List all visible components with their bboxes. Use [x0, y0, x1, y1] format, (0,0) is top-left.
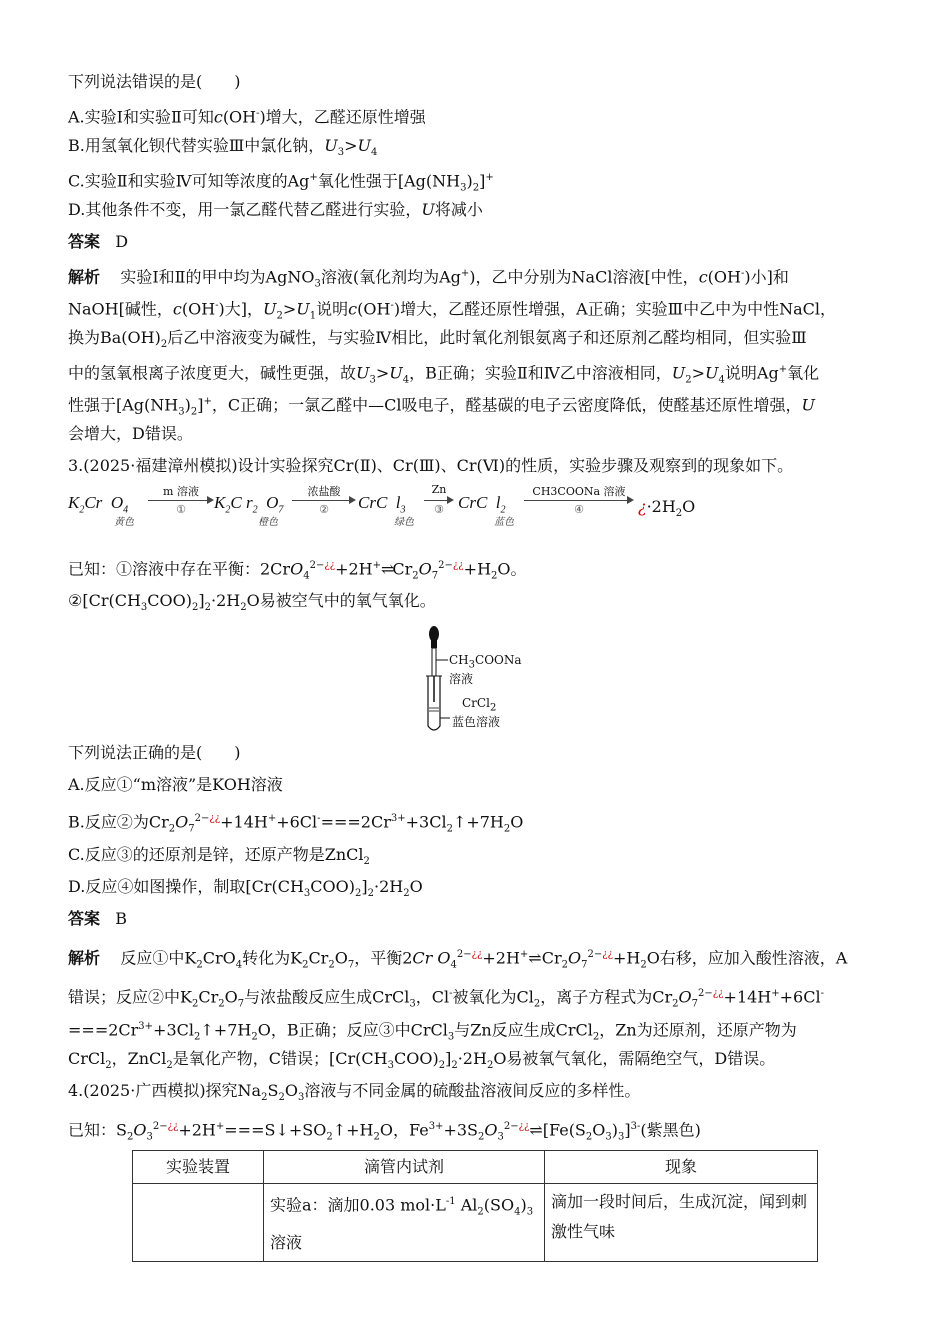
species-k2cr2o7: $K_2C$ $r_2$ $O_7$ [214, 493, 284, 516]
q2-stem-text: 下列说法错误的是( ) [68, 72, 241, 91]
q2-explanation-line: NaOH[碱性，c(OH-)大]，$U_2>U_1$说明c(OH-)增大，乙醛还原性增强，A正确；实验Ⅲ中乙中为中性NaCl， [68, 299, 836, 322]
answer-label: 答案 [68, 232, 101, 251]
q4-title: 4.(2025·广西模拟)探究$Na_2S_2O_3$溶液与不同金属的硫酸盐溶液间反应的多样性。 [68, 1081, 641, 1104]
q2-stem [68, 71, 241, 93]
arrow-3-number: ③ [434, 503, 444, 516]
q3-explanation-line: 错误；反应②中$K_2Cr_2O_7$与浓盐酸反应生成CrCl$_3$，Cl-被氧化为$Cl_2$，离子方程式为$Cr_2O_7^{2-¿¿}+14H^++6Cl^-$ [68, 987, 824, 1010]
table-header: 现象 [545, 1151, 818, 1184]
q3-option-c: C.反应③的还原剂是锌，还原产物是ZnCl$_2$ [68, 845, 370, 868]
table-row [133, 1184, 818, 1262]
arrow-4-number: ④ [574, 503, 584, 516]
q3-option-a-text: A.反应①“m溶液”是KOH溶液 [68, 775, 283, 794]
color-orange: 橙色 [258, 517, 278, 528]
answer-value: B [115, 909, 128, 928]
arrow-4-reagent: CH3COONa 溶液 [532, 485, 626, 498]
q2-option-c: C.实验Ⅱ和实验Ⅳ可知等浓度的Ag+氧化性强于$[Ag(NH_3)_2]^+$ [68, 171, 494, 194]
q2-explanation-line: 解析 实验Ⅰ和Ⅱ的甲中均为AgNO$_3$溶液(氧化剂均为Ag+)，乙中分别为NaCl溶液[中性，c(OH-)小]和 [68, 267, 789, 290]
species-crcl2: CrC $l_2$ [458, 493, 506, 516]
product-tail: ¿$\cdot 2H_2O$ [638, 497, 696, 520]
q3-explanation-line: CrCl$_2$，ZnCl$_2$是氧化产物，C错误；$[Cr(CH_3COO)_2]_2\cdot 2H_2O$易被氧气氧化，需隔绝空气，D错误。 [68, 1049, 776, 1072]
table-header-row [133, 1151, 818, 1184]
color-green: 绿色 [394, 517, 414, 528]
answer-label: 答案 [68, 909, 101, 928]
experiment-table [132, 1150, 818, 1262]
q2-option-a: A.实验Ⅰ和实验Ⅱ可知c(OH-)增大，乙醛还原性增强 [68, 107, 426, 127]
q2-answer [68, 231, 128, 253]
arrow-2-reagent: 浓盐酸 [307, 485, 341, 498]
q3-explanation-line: 解析 反应①中$K_2CrO_4$转化为$K_2Cr_2O_7$，平衡2Cr $O_4^{2-¿¿}+2H^+\rightleftharpoons Cr_2O_7^{2-¿¿}+H_2O$右移，应加入酸性溶液，A [68, 948, 848, 971]
q3-stem [68, 742, 241, 764]
q3-option-a [68, 774, 283, 796]
q2-explanation-line: 换为$Ba(OH)_2$后乙中溶液变为碱性，与实验Ⅳ相比，此时氧化剂银氨离子和还原剂乙醛均相同，但实验Ⅲ [68, 328, 807, 351]
apparatus-label-reagent: $CH_3COONa$ [449, 653, 522, 671]
color-blue: 蓝色 [494, 517, 514, 528]
arrow-step-4 [524, 487, 634, 517]
q3-option-d: D.反应④如图操作，制取$[Cr(CH_3COO)_2]_2\cdot 2H_2O$ [68, 877, 423, 900]
q2-explanation-line: 中的氢氧根离子浓度更大，碱性更强，故$U_3>U_4$，B正确；实验Ⅱ和Ⅳ乙中溶液相同，$U_2>U_4$说明Ag+氧化 [68, 363, 820, 386]
dropper-apparatus-figure [422, 622, 542, 734]
q2-option-b: B.用氢氧化钡代替实验Ⅲ中氯化钠，$U_3>U_4$ [68, 136, 378, 159]
q3-stem-text: 下列说法正确的是( ) [68, 743, 241, 762]
arrow-step-3 [424, 483, 454, 517]
q3-title [68, 455, 793, 477]
arrow-step-1 [148, 487, 214, 517]
arrow-1-number: ① [176, 503, 186, 516]
q3-title-text: 3.(2025·福建漳州模拟)设计实验探究Cr(Ⅱ)、Cr(Ⅲ)、Cr(Ⅵ)的性质，实验步骤及观察到的现象如下。 [68, 456, 794, 475]
answer-value: D [115, 232, 129, 251]
arrow-step-2 [292, 487, 356, 517]
table-header: 实验装置 [133, 1151, 264, 1184]
arrow-2-number: ② [319, 503, 329, 516]
table-header: 滴管内试剂 [264, 1151, 545, 1184]
species-crcl3: CrC $l_3$ [358, 493, 406, 516]
q3-option-b: B.反应②为$Cr_2O_7^{2-¿¿}+14H^++6Cl^-===2Cr^{3+}+3Cl_2↑+7H_2O$ [68, 812, 524, 835]
reaction-scheme [68, 483, 768, 528]
arrow-3-reagent: Zn [431, 483, 447, 496]
table-cell-phenomenon: 滴加一段时间后，生成沉淀，闻到刺激性气味 [545, 1184, 818, 1262]
q2-explanation-line: 性强于$[Ag(NH_3)_2]^+$，C正确；一氯乙醛中—Cl吸电子，醛基碳的电子云密度降低，使醛基还原性增强，U [68, 395, 815, 418]
q3-known-2: $②[Cr(CH_3COO)_2]_2\cdot 2H_2O$易被空气中的氧气氧化。 [68, 591, 436, 614]
q3-answer [68, 908, 127, 930]
apparatus-label-tube2: 蓝色溶液 [452, 715, 501, 729]
apparatus-label-tube: CrCl$_2$ [462, 696, 497, 714]
species-k2cro4: $K_2Cr$ $O_4$ [68, 493, 129, 516]
apparatus-label-reagent2: 溶液 [449, 672, 474, 686]
q3-known-1: 已知：①溶液中存在平衡：$2CrO_4^{2-¿¿}+2H^+\rightleftharpoons Cr_2O_7^{2-¿¿}+H_2O$。 [68, 559, 527, 582]
color-yellow: 黄色 [114, 517, 134, 528]
q3-explanation-line: $===2Cr^{3+}+3Cl_2↑+7H_2O$，B正确；反应③中CrCl$_3$与Zn反应生成CrCl$_2$，Zn为还原剂，还原产物为 [68, 1020, 797, 1043]
arrow-1-reagent: m 溶液 [163, 485, 199, 498]
table-cell-apparatus [133, 1184, 264, 1262]
q2-option-d: D.其他条件不变，用一氯乙醛代替乙醛进行实验，U将减小 [68, 200, 483, 219]
q2-explanation-line: 会增大，D错误。 [68, 424, 193, 443]
table-cell-reagent: 实验a：滴加0.03 $mol\cdot L^{-1}$ $Al_2(SO_4)_3$ 溶液 [264, 1184, 545, 1262]
q4-known: 已知：$S_2O_3^{2-¿¿}+2H^+===S↓+SO_2↑+H_2O$，$Fe^{3+}+3S_2O_3^{2-¿¿}\rightleftharpoons[Fe(S_2O_3)_3]^{3-}$(紫黑色) [68, 1120, 701, 1143]
